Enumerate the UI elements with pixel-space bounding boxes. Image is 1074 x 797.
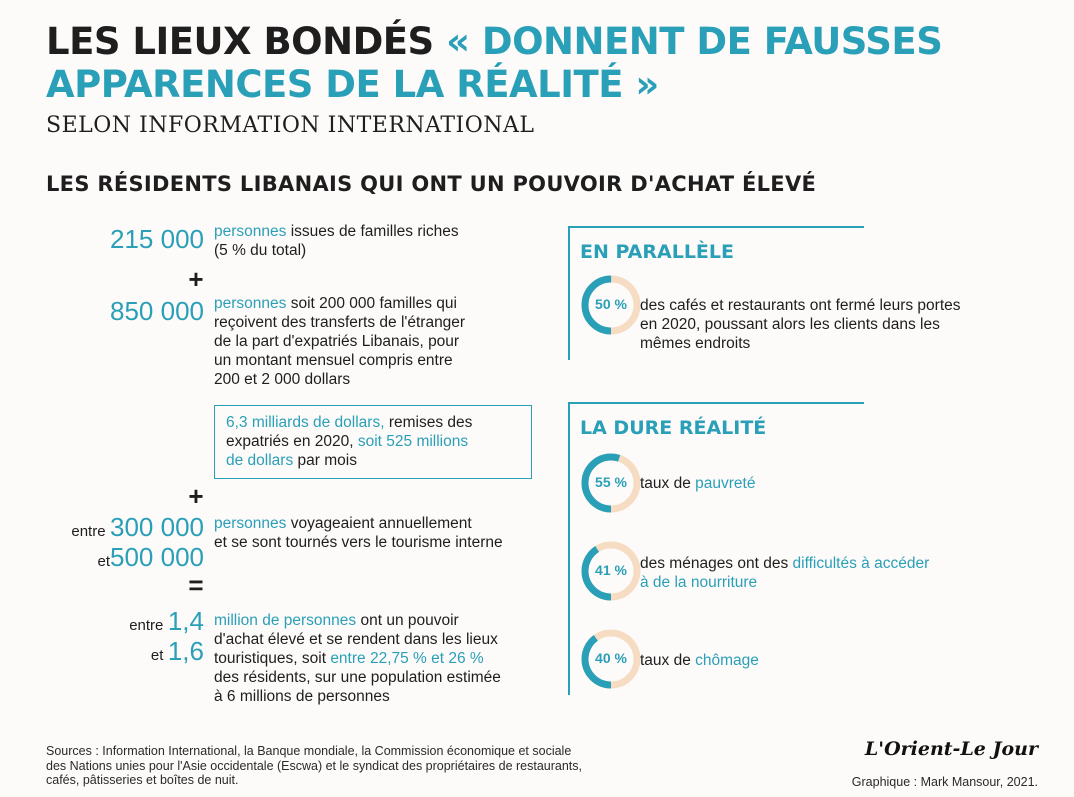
graphic-credit: Graphique : Mark Mansour, 2021. (851, 775, 1038, 789)
poverty-desc (640, 474, 1020, 493)
prefix-text: entre (129, 617, 164, 634)
stat-desc-total (214, 611, 544, 706)
stat-desc-850000 (214, 294, 544, 389)
desc-text: à 6 millions de personnes (214, 688, 390, 705)
desc-text: touristiques, soit (214, 650, 331, 667)
unemployment-desc (640, 651, 1020, 670)
desc-text: de la part d'expatriés Libanais, pour (214, 333, 460, 350)
panel-border (568, 402, 570, 695)
page-title (46, 20, 1046, 106)
teal-text: pauvreté (695, 475, 756, 492)
parallel-heading: EN PARALLÈLE (580, 241, 734, 263)
desc-text: 200 et 2 000 dollars (214, 371, 351, 388)
stat-number-total (60, 606, 204, 666)
stat-desc-travellers (214, 514, 544, 552)
desc-text: et se sont tournés vers le tourisme interne (214, 534, 503, 551)
footnote-line: cafés, pâtisseries et boîtes de nuit. (46, 773, 239, 787)
title-part1: LES LIEUX BONDÉS (46, 20, 434, 63)
title-line2: APPARENCES DE LA RÉALITÉ » (46, 63, 659, 106)
panel-border (568, 226, 570, 360)
desc-text: par mois (293, 452, 357, 469)
desc-text: mêmes endroits (640, 335, 751, 352)
desc-text: des ménages ont des (640, 555, 793, 572)
number-text: 1,6 (167, 636, 204, 666)
desc-text: des cafés et restaurants ont fermé leurs portes (640, 297, 961, 314)
reality-heading: LA DURE RÉALITÉ (580, 417, 767, 439)
teal-text: de dollars (226, 452, 294, 469)
number-text: 300 000 (110, 512, 204, 542)
footnote-line: Sources : Information International, la Banque mondiale, la Commission économique et sociale (46, 744, 572, 758)
prefix-text: et (150, 647, 164, 664)
panel-border (568, 226, 864, 228)
stat-number-travellers (40, 512, 204, 572)
remittance-text (226, 413, 526, 470)
number-text: 500 000 (110, 542, 204, 572)
desc-text: reçoivent des transferts de l'étranger (214, 314, 466, 331)
desc-text: ont un pouvoir (356, 612, 459, 629)
prefix-text: et (97, 553, 111, 570)
teal-text: difficultés à accéder (792, 555, 930, 572)
prefix-text: entre (71, 523, 106, 540)
pct-label-50: 50 % (595, 296, 627, 312)
teal-text: personnes (214, 223, 287, 240)
desc-text: en 2020, poussant alors les clients dans les (640, 316, 940, 333)
plus-sign: + (188, 264, 204, 294)
teal-text: personnes (214, 515, 287, 532)
desc-text: soit 200 000 familles qui (286, 295, 457, 312)
publication-logo: L'Orient-Le Jour (864, 738, 1038, 760)
stat-desc-215000 (214, 222, 534, 260)
desc-text: remises des (384, 414, 473, 431)
teal-text: à de la nourriture (640, 574, 758, 591)
teal-text: soit 525 millions (357, 433, 469, 450)
panel-border (568, 402, 864, 404)
stat-number-215000: 215 000 (110, 224, 204, 254)
desc-text: d'achat élevé et se rendent dans les lieux (214, 631, 498, 648)
pct-label-40: 40 % (595, 650, 627, 666)
desc-text: expatriés en 2020, (226, 433, 358, 450)
teal-text: personnes (214, 295, 287, 312)
desc-text: issues de familles riches (286, 223, 459, 240)
teal-text: chômage (695, 652, 759, 669)
plus-sign: + (188, 481, 204, 511)
stat-number-850000: 850 000 (110, 296, 204, 326)
page-subtitle: SELON INFORMATION INTERNATIONAL (46, 113, 535, 138)
desc-text: taux de (640, 475, 696, 492)
pct-label-55: 55 % (595, 474, 627, 490)
desc-text: taux de (640, 652, 696, 669)
section-heading: LES RÉSIDENTS LIBANAIS QUI ONT UN POUVOIR D'ACHAT ÉLEVÉ (46, 172, 817, 196)
equals-sign: = (188, 570, 204, 600)
desc-text: (5 % du total) (214, 242, 307, 259)
footnote-line: des Nations unies pour l'Asie occidentale (Escwa) et le syndicat des propriétaires de restaurants, (46, 758, 582, 773)
title-part2: « DONNENT DE FAUSSES (446, 20, 943, 63)
food-desc (640, 554, 1020, 592)
teal-text: entre 22,75 % et 26 % (330, 650, 484, 667)
desc-text: un montant mensuel compris entre (214, 352, 453, 369)
sources-footnote (46, 744, 746, 788)
teal-text: 6,3 milliards de dollars, (226, 414, 385, 431)
number-text: 1,4 (167, 606, 204, 636)
desc-text: voyageaient annuellement (286, 515, 472, 532)
pct-label-41: 41 % (595, 562, 627, 578)
parallel-desc (640, 296, 1020, 353)
teal-text: million de personnes (214, 612, 357, 629)
desc-text: des résidents, sur une population estimée (214, 669, 501, 686)
